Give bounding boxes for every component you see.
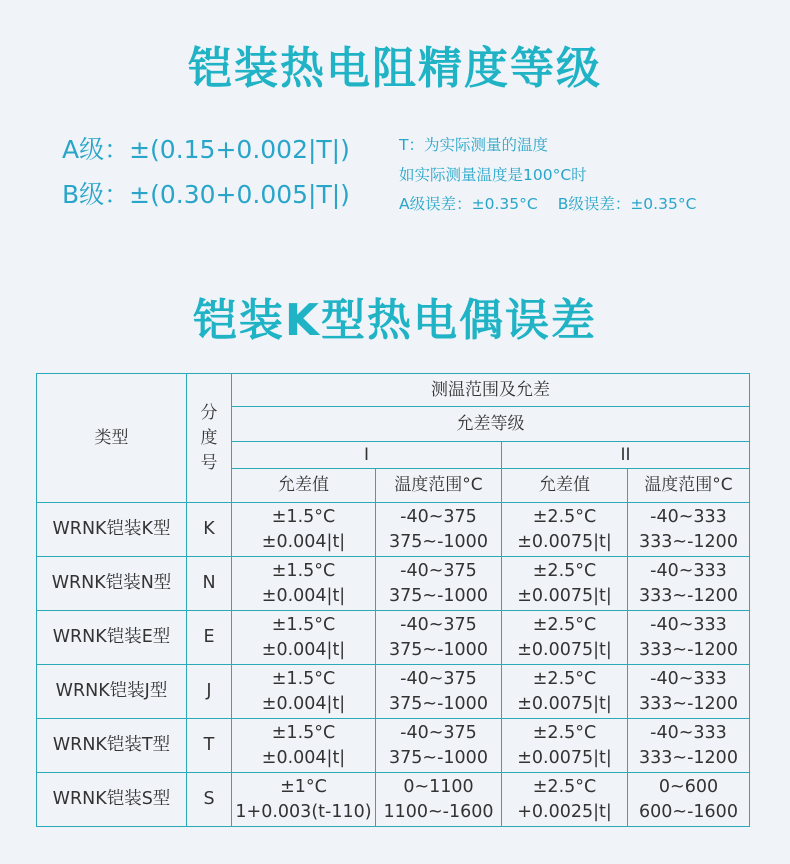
cell-i-tolerance <box>232 773 376 827</box>
class-a-formula: A级：±(0.15+0.002|T|) <box>62 135 350 164</box>
cell-ii-range-line: -40~333 <box>650 722 727 743</box>
cell-i-tolerance-line: ±0.004|t| <box>261 531 346 552</box>
header-class-ii: II <box>502 442 750 469</box>
cell-type: WRNK铠装E型 <box>37 611 187 665</box>
note-example: 如实际测量温度是100°C时 <box>399 166 587 184</box>
cell-ii-tolerance <box>502 611 628 665</box>
cell-ii-range-line: -40~333 <box>650 668 727 689</box>
class-b-formula: B级：±(0.30+0.005|T|) <box>62 180 350 209</box>
cell-i-range <box>376 557 502 611</box>
cell-index: T <box>187 719 232 773</box>
header-ii-temp-range: 温度范围°C <box>628 469 750 503</box>
cell-i-tolerance-line: ±0.004|t| <box>261 639 346 660</box>
class-b-error: B级误差：±0.35°C <box>557 195 697 213</box>
cell-ii-range <box>628 719 750 773</box>
cell-ii-range-line: 333~-1200 <box>639 531 738 552</box>
cell-i-tolerance <box>232 503 376 557</box>
cell-ii-tolerance-line: +0.0025|t| <box>517 801 612 822</box>
cell-type: WRNK铠装T型 <box>37 719 187 773</box>
note-t-definition: T：为实际测量的温度 <box>399 136 548 154</box>
cell-i-range-line: 0~1100 <box>403 776 474 797</box>
cell-index: E <box>187 611 232 665</box>
cell-ii-range-line: -40~333 <box>650 506 727 527</box>
cell-i-tolerance-line: ±1.5°C <box>271 668 336 689</box>
cell-ii-tolerance-line: ±2.5°C <box>532 614 597 635</box>
cell-i-range <box>376 503 502 557</box>
cell-index: S <box>187 773 232 827</box>
cell-ii-tolerance-line: ±2.5°C <box>532 506 597 527</box>
cell-ii-tolerance <box>502 557 628 611</box>
cell-i-range-line: -40~375 <box>400 722 477 743</box>
header-i-temp-range: 温度范围°C <box>376 469 502 503</box>
cell-i-tolerance <box>232 557 376 611</box>
cell-i-range-line: 375~-1000 <box>389 639 488 660</box>
cell-i-range-line: 375~-1000 <box>389 693 488 714</box>
cell-i-tolerance-line: ±1.5°C <box>271 722 336 743</box>
cell-i-range-line: -40~375 <box>400 668 477 689</box>
cell-ii-range-line: 333~-1200 <box>639 693 738 714</box>
cell-i-tolerance-line: ±0.004|t| <box>261 693 346 714</box>
thermocouple-error-title: 铠装K型热电偶误差 <box>192 295 598 346</box>
cell-i-tolerance-line: 1+0.003(t-110) <box>235 801 372 822</box>
cell-index: N <box>187 557 232 611</box>
cell-ii-range <box>628 773 750 827</box>
cell-i-range-line: -40~375 <box>400 614 477 635</box>
cell-type: WRNK铠装J型 <box>37 665 187 719</box>
cell-ii-range <box>628 503 750 557</box>
header-tolerance-class: 允差等级 <box>232 407 750 442</box>
cell-ii-range-line: -40~333 <box>650 614 727 635</box>
header-ii-tolerance-value: 允差值 <box>502 469 628 503</box>
cell-i-range-line: 375~-1000 <box>389 747 488 768</box>
header-range-tolerance: 测温范围及允差 <box>232 374 750 407</box>
cell-ii-range-line: 0~600 <box>658 776 719 797</box>
cell-index: J <box>187 665 232 719</box>
cell-index: K <box>187 503 232 557</box>
cell-ii-range-line: 333~-1200 <box>639 639 738 660</box>
table-row <box>37 773 750 827</box>
cell-ii-tolerance-line: ±0.0075|t| <box>517 531 612 552</box>
cell-ii-tolerance-line: ±2.5°C <box>532 776 597 797</box>
cell-ii-range <box>628 665 750 719</box>
header-type: 类型 <box>37 374 187 503</box>
cell-i-range <box>376 719 502 773</box>
cell-i-range-line: 1100~-1600 <box>383 801 494 822</box>
cell-ii-range <box>628 557 750 611</box>
cell-ii-range-line: 333~-1200 <box>639 747 738 768</box>
cell-ii-tolerance-line: ±0.0075|t| <box>517 747 612 768</box>
cell-i-tolerance-line: ±1.5°C <box>271 614 336 635</box>
cell-ii-tolerance <box>502 503 628 557</box>
cell-i-tolerance-line: ±0.004|t| <box>261 747 346 768</box>
class-a-error: A级误差：±0.35°C <box>399 195 538 213</box>
cell-i-tolerance-line: ±1.5°C <box>271 506 336 527</box>
cell-ii-tolerance <box>502 719 628 773</box>
cell-i-range-line: 375~-1000 <box>389 531 488 552</box>
cell-ii-range-line: -40~333 <box>650 560 727 581</box>
cell-ii-range-line: 333~-1200 <box>639 585 738 606</box>
cell-i-tolerance-line: ±1°C <box>280 776 327 797</box>
cell-i-tolerance <box>232 665 376 719</box>
cell-type: WRNK铠装S型 <box>37 773 187 827</box>
table-row <box>37 503 750 557</box>
table-row <box>37 611 750 665</box>
cell-i-range-line: 375~-1000 <box>389 585 488 606</box>
table-row <box>37 665 750 719</box>
note-errors <box>399 192 696 214</box>
cell-ii-range <box>628 611 750 665</box>
cell-type: WRNK铠装K型 <box>37 503 187 557</box>
cell-ii-tolerance-line: ±2.5°C <box>532 722 597 743</box>
cell-i-range-line: -40~375 <box>400 506 477 527</box>
header-index: 分 度 号 <box>187 374 232 503</box>
cell-ii-tolerance <box>502 665 628 719</box>
cell-type: WRNK铠装N型 <box>37 557 187 611</box>
cell-ii-tolerance-line: ±2.5°C <box>532 668 597 689</box>
cell-ii-range-line: 600~-1600 <box>639 801 738 822</box>
cell-i-range-line: -40~375 <box>400 560 477 581</box>
cell-i-range <box>376 665 502 719</box>
table-row <box>37 557 750 611</box>
cell-i-range <box>376 773 502 827</box>
header-i-tolerance-value: 允差值 <box>232 469 376 503</box>
cell-ii-tolerance-line: ±0.0075|t| <box>517 585 612 606</box>
cell-i-tolerance-line: ±0.004|t| <box>261 585 346 606</box>
cell-i-range <box>376 611 502 665</box>
table-row <box>37 719 750 773</box>
header-class-i: I <box>232 442 502 469</box>
cell-ii-tolerance-line: ±2.5°C <box>532 560 597 581</box>
cell-i-tolerance <box>232 611 376 665</box>
cell-i-tolerance <box>232 719 376 773</box>
thermocouple-error-table <box>36 373 750 827</box>
cell-i-tolerance-line: ±1.5°C <box>271 560 336 581</box>
cell-ii-tolerance-line: ±0.0075|t| <box>517 639 612 660</box>
cell-ii-tolerance <box>502 773 628 827</box>
cell-ii-tolerance-line: ±0.0075|t| <box>517 693 612 714</box>
rtd-accuracy-title: 铠装热电阻精度等级 <box>188 43 602 94</box>
